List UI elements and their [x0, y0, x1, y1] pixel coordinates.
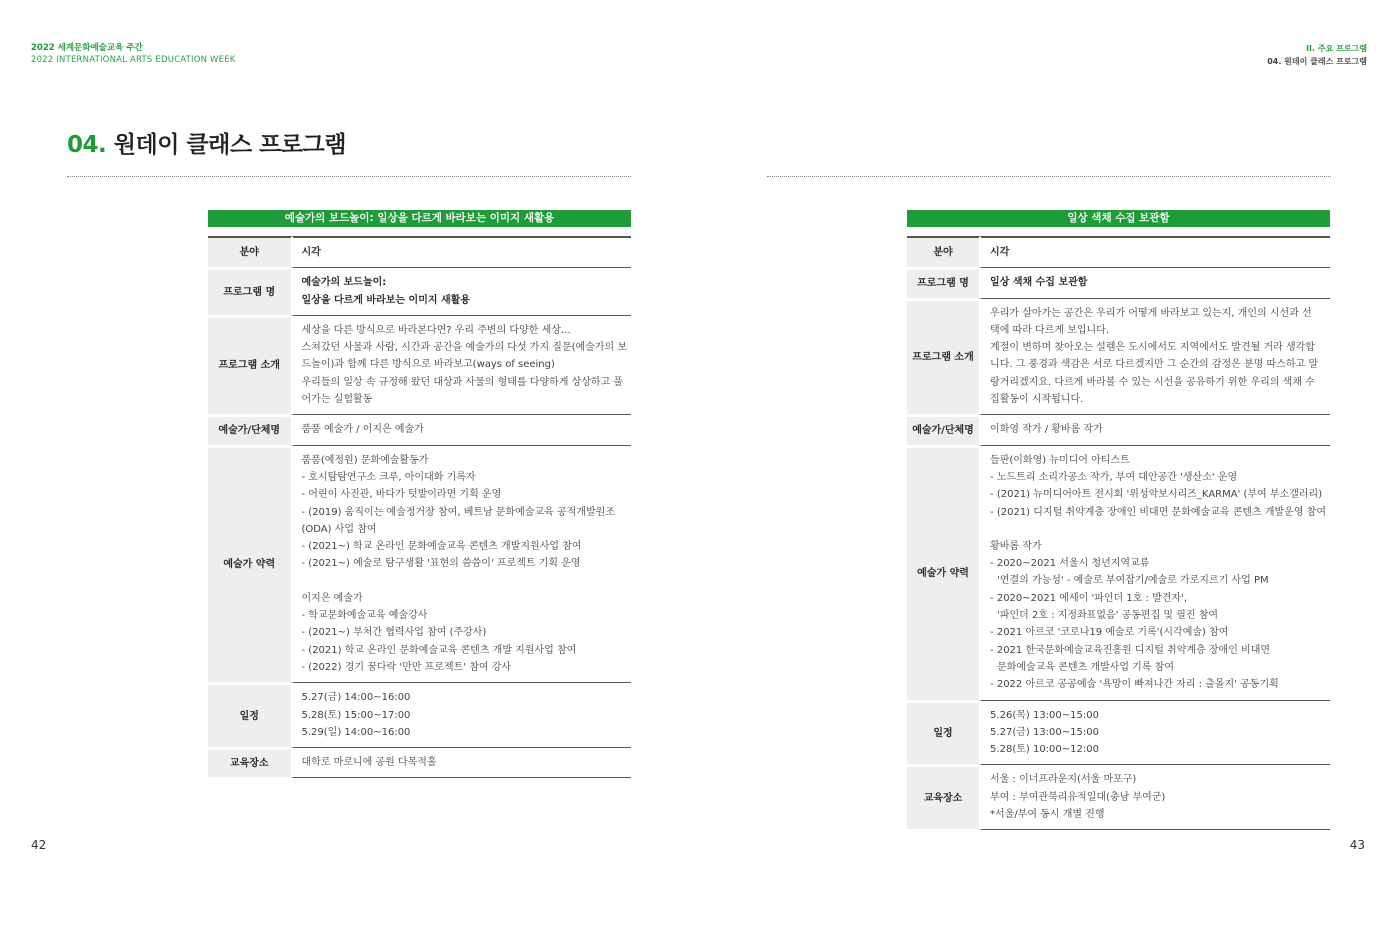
row-label: 예술가 약력 — [907, 446, 979, 701]
value-line: 랑거리겠지요. 다르게 바라볼 수 있는 시선을 공유하기 위한 우리의 색채 수 — [990, 376, 1315, 388]
value-line: 5.27(금) 13:00~15:00 — [990, 726, 1099, 738]
value-line: 황바롬 작가 — [990, 540, 1042, 552]
value-line: 어가는 실험활동 — [301, 394, 373, 406]
value-line: 이지은 예술가 — [301, 592, 363, 604]
value-line: - 어린이 사진관, 바다가 텃밭이라면 기획 운영 — [301, 489, 502, 501]
value-line: 서울 : 이너프라운지(서울 마포구) — [990, 774, 1137, 786]
value-line: 문화예술교육 콘텐츠 개발사업 기록 참여 — [997, 661, 1174, 673]
value-line: 품품 예술가 / 이지은 예술가 — [301, 424, 424, 436]
value-line: 5.28(토) 15:00~17:00 — [301, 709, 411, 721]
program-bar-right: 일상 색채 수집 보관함 — [907, 210, 1330, 227]
value-line: 5.27(금) 14:00~16:00 — [301, 692, 411, 704]
value-line: 집활동이 시작됩니다. — [990, 394, 1084, 406]
value-line: 드놀이)과 함께 다른 방식으로 바라보고(ways of seeing) — [301, 359, 555, 371]
program-table-right — [907, 210, 1330, 830]
row-value — [291, 748, 632, 778]
page-number-right: 43 — [1349, 838, 1365, 852]
row-label: 프로그램 명 — [208, 268, 291, 316]
value-line: 품품(예정원) 문화예술활동가 — [301, 454, 429, 466]
table-row — [208, 268, 631, 316]
row-label: 교육장소 — [907, 765, 979, 830]
value-line: 세상을 다른 방식으로 바라본다면? 우리 주변의 다양한 세상… — [301, 324, 571, 336]
row-value — [291, 415, 632, 445]
event-title-korean: 2022 세계문화예술교육 주간 — [31, 43, 143, 53]
value-line: - 학교문화예술교육 예술강사 — [301, 610, 428, 622]
value-line: 시각 — [301, 247, 321, 258]
table-row — [208, 446, 631, 684]
value-line: (ODA) 사업 참여 — [301, 523, 377, 535]
row-value — [291, 316, 632, 415]
row-label: 분야 — [208, 236, 291, 268]
row-value — [291, 683, 632, 748]
value-line: - 2020~2021 에세이 '파인더 1호 : 발견자', — [990, 592, 1188, 604]
table-row — [907, 268, 1330, 298]
value-line: 예술가의 보드놀이: — [301, 277, 387, 289]
event-title-english: 2022 INTERNATIONAL ARTS EDUCATION WEEK — [31, 55, 236, 65]
value-line: - (2021~) 예술로 탐구생활 '표현의 씀씀이' 프로젝트 기획 운영 — [301, 558, 581, 570]
page-number-left: 42 — [31, 838, 47, 852]
page-title — [67, 126, 346, 159]
value-line: - 2022 아르코 공공예술 '욕망이 빠져나간 자리 : 출몰지' 공동기획 — [990, 679, 1279, 691]
header-left — [31, 42, 236, 66]
row-value — [979, 415, 1330, 445]
row-value — [291, 268, 632, 316]
value-line: '파인더 2호 : 지정좌표없음' 공동편집 및 필진 참여 — [997, 610, 1219, 622]
table-row — [907, 446, 1330, 701]
row-label: 프로그램 명 — [907, 268, 979, 298]
row-value — [979, 446, 1330, 701]
row-label: 일정 — [208, 683, 291, 748]
row-label: 예술가/단체명 — [907, 415, 979, 445]
value-line: 5.29(일) 14:00~16:00 — [301, 726, 411, 738]
table-row — [208, 316, 631, 415]
row-label: 교육장소 — [208, 748, 291, 778]
value-line — [990, 521, 1326, 538]
value-line: *서울/부여 동시 개별 진행 — [990, 809, 1105, 821]
row-value — [979, 299, 1330, 416]
value-line: 택에 따라 다르게 보입니다. — [990, 324, 1110, 336]
row-value — [979, 701, 1330, 766]
program-bar-left: 예술가의 보드놀이: 일상을 다르게 바라보는 이미지 새활용 — [208, 210, 631, 227]
value-line: - (2019) 움직이는 예술정거장 참여, 베트남 문화예술교육 공적개발원조 — [301, 506, 615, 518]
table-row — [907, 299, 1330, 416]
row-value — [979, 765, 1330, 830]
value-line: - 노드트리 소리가공소 작가, 부여 대안공간 '생산소' 운영 — [990, 471, 1238, 483]
value-line: - (2022) 경기 꿈다락 '만만 프로젝트' 참여 강사 — [301, 661, 512, 673]
page-title-number: 04. — [67, 132, 107, 158]
value-line: - 2021 한국문화예술교육진흥원 디지털 취약계층 장애인 비대면 — [990, 644, 1271, 656]
row-label: 분야 — [907, 236, 979, 268]
section-label: II. 주요 프로그램 — [1306, 44, 1367, 53]
table-row — [907, 701, 1330, 766]
value-line: 대학로 마로니에 공원 다목적홀 — [301, 757, 437, 769]
value-line: - 2021 아르코 '코로나19 예술로 기록'(시각예술) 참여 — [990, 627, 1229, 639]
value-line: - (2021) 뉴미디어아트 전시회 '위성악보시리즈_KARMA' (부여 부소갤러리) — [990, 489, 1323, 501]
value-line: 5.28(토) 10:00~12:00 — [990, 744, 1099, 756]
program-table-left — [208, 210, 631, 778]
row-value — [291, 236, 632, 268]
divider-right — [767, 176, 1331, 177]
value-line: '연결의 가능성' - 예술로 부여잡기/예술로 가로지르기 사업 PM — [997, 575, 1269, 587]
value-line: 시각 — [990, 247, 1010, 258]
row-label: 일정 — [907, 701, 979, 766]
value-line: 계절이 변하며 찾아오는 설렘은 도시에서도 지역에서도 발견될 거라 생각합 — [990, 342, 1315, 354]
value-line: 이화영 작가 / 황바롬 작가 — [990, 424, 1103, 436]
program-info-table-left — [208, 236, 631, 778]
row-value — [979, 236, 1330, 268]
value-line: 일상을 다르게 바라보는 이미지 새활용 — [301, 294, 470, 306]
value-line: 니다. 그 풍경과 색감은 서로 다르겠지만 그 순간의 감정은 분명 따스하고 말 — [990, 359, 1318, 371]
value-line: - 호시탐탐연구소 크루, 아이대화 기록자 — [301, 471, 476, 483]
row-label: 프로그램 소개 — [907, 299, 979, 416]
value-line: 들판(이화영) 뉴미디어 아티스트 — [990, 454, 1130, 466]
row-label: 프로그램 소개 — [208, 316, 291, 415]
value-line: 일상 색채 수집 보관함 — [990, 277, 1088, 289]
value-line: 우리들의 일상 속 규정해 왔던 대상과 사물의 형태를 다양하게 상상하고 풀 — [301, 376, 624, 388]
table-row — [208, 683, 631, 748]
value-line: 스쳐갔던 사물과 사람, 시간과 공간을 예술가의 다섯 가지 질문(예술가의 보 — [301, 342, 627, 354]
program-info-table-right — [907, 236, 1330, 830]
page-title-text: 원데이 클래스 프로그램 — [113, 132, 346, 158]
value-line: - (2021~) 부처간 협력사업 참여 (주강사) — [301, 627, 487, 639]
table-row — [208, 748, 631, 778]
value-line — [302, 573, 628, 590]
subsection-label: 04. 원데이 클래스 프로그램 — [1267, 57, 1367, 66]
row-label: 예술가 약력 — [208, 446, 291, 684]
divider-left — [67, 176, 631, 177]
table-row — [907, 415, 1330, 445]
value-line: - (2021) 학교 온라인 문화예술교육 콘텐츠 개발 지원사업 참여 — [301, 644, 577, 656]
row-value — [979, 268, 1330, 298]
row-label: 예술가/단체명 — [208, 415, 291, 445]
value-line: 부여 : 부여관북리유적일대(충남 부여군) — [990, 791, 1166, 803]
table-row — [208, 236, 631, 268]
value-line: 5.26(목) 13:00~15:00 — [990, 709, 1099, 721]
table-row — [907, 236, 1330, 268]
table-row — [208, 415, 631, 445]
header-right — [1267, 42, 1367, 68]
value-line: - 2020~2021 서울시 청년지역교류 — [990, 558, 1150, 570]
table-row — [907, 765, 1330, 830]
value-line: 우리가 살아가는 공간은 우리가 어떻게 바라보고 있는지, 개인의 시선과 선 — [990, 307, 1312, 319]
value-line: - (2021~) 학교 온라인 문화예술교육 콘텐츠 개발지원사업 참여 — [301, 541, 582, 553]
row-value — [291, 446, 632, 684]
value-line: - (2021) 디지털 취약계층 장애인 비대면 문화예술교육 콘텐츠 개발운영 참여 — [990, 506, 1326, 518]
